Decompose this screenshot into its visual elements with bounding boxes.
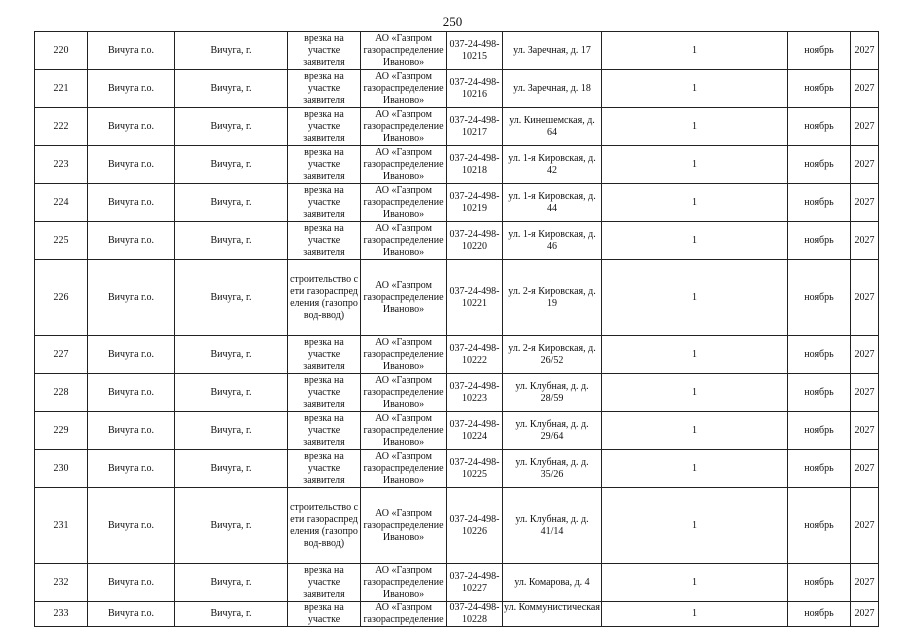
settlement-cell: Вичуга, г. — [175, 564, 288, 602]
municipality-cell: Вичуга г.о. — [88, 70, 175, 108]
month-cell: ноябрь — [788, 336, 851, 374]
table-row — [35, 602, 879, 627]
municipality-cell: Вичуга г.о. — [88, 450, 175, 488]
table-row — [35, 70, 879, 108]
year-cell: 2027 — [851, 32, 879, 70]
organization-cell: АО «Газпром газораспределение — [361, 602, 447, 627]
year-cell: 2027 — [851, 412, 879, 450]
municipality-cell: Вичуга г.о. — [88, 260, 175, 336]
year-cell: 2027 — [851, 450, 879, 488]
municipality-cell: Вичуга г.о. — [88, 412, 175, 450]
work-type-cell: врезка на участке заявителя — [288, 184, 361, 222]
page-number: 250 — [442, 14, 463, 29]
year-cell: 2027 — [851, 146, 879, 184]
quantity-cell: 1 — [602, 108, 788, 146]
row-number: 227 — [35, 336, 88, 374]
month-cell: ноябрь — [788, 374, 851, 412]
year-cell: 2027 — [851, 108, 879, 146]
quantity-cell: 1 — [602, 336, 788, 374]
quantity-cell: 1 — [602, 184, 788, 222]
settlement-cell: Вичуга, г. — [175, 146, 288, 184]
table-row — [35, 222, 879, 260]
organization-cell: АО «Газпром газораспределение Иваново» — [361, 108, 447, 146]
row-number: 228 — [35, 374, 88, 412]
year-cell: 2027 — [851, 184, 879, 222]
organization-cell: АО «Газпром газораспределение Иваново» — [361, 564, 447, 602]
year-cell: 2027 — [851, 374, 879, 412]
address-cell: ул. Клубная, д. д. 29/64 — [503, 412, 602, 450]
row-number: 220 — [35, 32, 88, 70]
table-row — [35, 108, 879, 146]
month-cell: ноябрь — [788, 32, 851, 70]
code-cell: 037-24-498-10224 — [447, 412, 503, 450]
year-cell: 2027 — [851, 336, 879, 374]
address-cell: ул. Заречная, д. 17 — [503, 32, 602, 70]
work-type-cell: врезка на участке заявителя — [288, 222, 361, 260]
address-cell: ул. Клубная, д. д. 28/59 — [503, 374, 602, 412]
quantity-cell: 1 — [602, 374, 788, 412]
settlement-cell: Вичуга, г. — [175, 450, 288, 488]
row-number: 223 — [35, 146, 88, 184]
month-cell: ноябрь — [788, 108, 851, 146]
table-row — [35, 260, 879, 336]
code-cell: 037-24-498-10216 — [447, 70, 503, 108]
work-type-cell: врезка на участке заявителя — [288, 564, 361, 602]
row-number: 229 — [35, 412, 88, 450]
work-type-cell: строительство сети газораспределения (газопровод-ввод) — [288, 488, 361, 564]
work-type-cell: врезка на участке — [288, 602, 361, 627]
settlement-cell: Вичуга, г. — [175, 260, 288, 336]
table-row — [35, 488, 879, 564]
settlement-cell: Вичуга, г. — [175, 336, 288, 374]
row-number: 226 — [35, 260, 88, 336]
code-cell: 037-24-498-10220 — [447, 222, 503, 260]
organization-cell: АО «Газпром газораспределение Иваново» — [361, 260, 447, 336]
table-row — [35, 564, 879, 602]
table-row — [35, 146, 879, 184]
year-cell: 2027 — [851, 564, 879, 602]
address-cell: ул. Клубная, д. д. 35/26 — [503, 450, 602, 488]
quantity-cell: 1 — [602, 450, 788, 488]
settlement-cell: Вичуга, г. — [175, 184, 288, 222]
year-cell: 2027 — [851, 260, 879, 336]
organization-cell: АО «Газпром газораспределение Иваново» — [361, 146, 447, 184]
address-cell: ул. Кинешемская, д. 64 — [503, 108, 602, 146]
settlement-cell: Вичуга, г. — [175, 70, 288, 108]
organization-cell: АО «Газпром газораспределение Иваново» — [361, 374, 447, 412]
address-cell: ул. Коммунистическая — [503, 602, 602, 627]
work-type-cell: врезка на участке заявителя — [288, 412, 361, 450]
year-cell: 2027 — [851, 222, 879, 260]
code-cell: 037-24-498-10226 — [447, 488, 503, 564]
row-number: 225 — [35, 222, 88, 260]
work-type-cell: врезка на участке заявителя — [288, 374, 361, 412]
municipality-cell: Вичуга г.о. — [88, 222, 175, 260]
row-number: 233 — [35, 602, 88, 627]
month-cell: ноябрь — [788, 564, 851, 602]
settlement-cell: Вичуга, г. — [175, 602, 288, 627]
organization-cell: АО «Газпром газораспределение Иваново» — [361, 488, 447, 564]
address-cell: ул. 1-я Кировская, д. 44 — [503, 184, 602, 222]
settlement-cell: Вичуга, г. — [175, 488, 288, 564]
planning-table — [34, 31, 879, 627]
month-cell: ноябрь — [788, 146, 851, 184]
settlement-cell: Вичуга, г. — [175, 412, 288, 450]
month-cell: ноябрь — [788, 184, 851, 222]
table-row — [35, 374, 879, 412]
quantity-cell: 1 — [602, 146, 788, 184]
municipality-cell: Вичуга г.о. — [88, 108, 175, 146]
code-cell: 037-24-498-10221 — [447, 260, 503, 336]
year-cell: 2027 — [851, 70, 879, 108]
municipality-cell: Вичуга г.о. — [88, 146, 175, 184]
municipality-cell: Вичуга г.о. — [88, 564, 175, 602]
month-cell: ноябрь — [788, 222, 851, 260]
row-number: 224 — [35, 184, 88, 222]
code-cell: 037-24-498-10227 — [447, 564, 503, 602]
month-cell: ноябрь — [788, 260, 851, 336]
code-cell: 037-24-498-10223 — [447, 374, 503, 412]
month-cell: ноябрь — [788, 450, 851, 488]
organization-cell: АО «Газпром газораспределение Иваново» — [361, 32, 447, 70]
organization-cell: АО «Газпром газораспределение Иваново» — [361, 450, 447, 488]
quantity-cell: 1 — [602, 488, 788, 564]
work-type-cell: врезка на участке заявителя — [288, 146, 361, 184]
address-cell: ул. Клубная, д. д. 41/14 — [503, 488, 602, 564]
municipality-cell: Вичуга г.о. — [88, 336, 175, 374]
code-cell: 037-24-498-10228 — [447, 602, 503, 627]
row-number: 232 — [35, 564, 88, 602]
address-cell: ул. 1-я Кировская, д. 42 — [503, 146, 602, 184]
settlement-cell: Вичуга, г. — [175, 222, 288, 260]
code-cell: 037-24-498-10222 — [447, 336, 503, 374]
quantity-cell: 1 — [602, 222, 788, 260]
quantity-cell: 1 — [602, 412, 788, 450]
table-row — [35, 32, 879, 70]
quantity-cell: 1 — [602, 602, 788, 627]
municipality-cell: Вичуга г.о. — [88, 488, 175, 564]
work-type-cell: врезка на участке заявителя — [288, 70, 361, 108]
quantity-cell: 1 — [602, 564, 788, 602]
municipality-cell: Вичуга г.о. — [88, 602, 175, 627]
address-cell: ул. 2-я Кировская, д. 26/52 — [503, 336, 602, 374]
work-type-cell: врезка на участке заявителя — [288, 108, 361, 146]
row-number: 222 — [35, 108, 88, 146]
municipality-cell: Вичуга г.о. — [88, 32, 175, 70]
settlement-cell: Вичуга, г. — [175, 32, 288, 70]
settlement-cell: Вичуга, г. — [175, 108, 288, 146]
municipality-cell: Вичуга г.о. — [88, 374, 175, 412]
organization-cell: АО «Газпром газораспределение Иваново» — [361, 70, 447, 108]
row-number: 221 — [35, 70, 88, 108]
address-cell: ул. 2-я Кировская, д. 19 — [503, 260, 602, 336]
table-row — [35, 336, 879, 374]
organization-cell: АО «Газпром газораспределение Иваново» — [361, 184, 447, 222]
code-cell: 037-24-498-10219 — [447, 184, 503, 222]
year-cell: 2027 — [851, 488, 879, 564]
work-type-cell: строительство сети газораспределения (газопровод-ввод) — [288, 260, 361, 336]
municipality-cell: Вичуга г.о. — [88, 184, 175, 222]
code-cell: 037-24-498-10225 — [447, 450, 503, 488]
quantity-cell: 1 — [602, 70, 788, 108]
address-cell: ул. Комарова, д. 4 — [503, 564, 602, 602]
code-cell: 037-24-498-10215 — [447, 32, 503, 70]
table-row — [35, 450, 879, 488]
month-cell: ноябрь — [788, 70, 851, 108]
month-cell: ноябрь — [788, 602, 851, 627]
work-type-cell: врезка на участке заявителя — [288, 32, 361, 70]
month-cell: ноябрь — [788, 488, 851, 564]
address-cell: ул. Заречная, д. 18 — [503, 70, 602, 108]
code-cell: 037-24-498-10217 — [447, 108, 503, 146]
code-cell: 037-24-498-10218 — [447, 146, 503, 184]
address-cell: ул. 1-я Кировская, д. 46 — [503, 222, 602, 260]
settlement-cell: Вичуга, г. — [175, 374, 288, 412]
work-type-cell: врезка на участке заявителя — [288, 450, 361, 488]
quantity-cell: 1 — [602, 260, 788, 336]
quantity-cell: 1 — [602, 32, 788, 70]
table-row — [35, 412, 879, 450]
month-cell: ноябрь — [788, 412, 851, 450]
work-type-cell: врезка на участке заявителя — [288, 336, 361, 374]
organization-cell: АО «Газпром газораспределение Иваново» — [361, 336, 447, 374]
row-number: 231 — [35, 488, 88, 564]
organization-cell: АО «Газпром газораспределение Иваново» — [361, 222, 447, 260]
row-number: 230 — [35, 450, 88, 488]
organization-cell: АО «Газпром газораспределение Иваново» — [361, 412, 447, 450]
table-row — [35, 184, 879, 222]
year-cell: 2027 — [851, 602, 879, 627]
